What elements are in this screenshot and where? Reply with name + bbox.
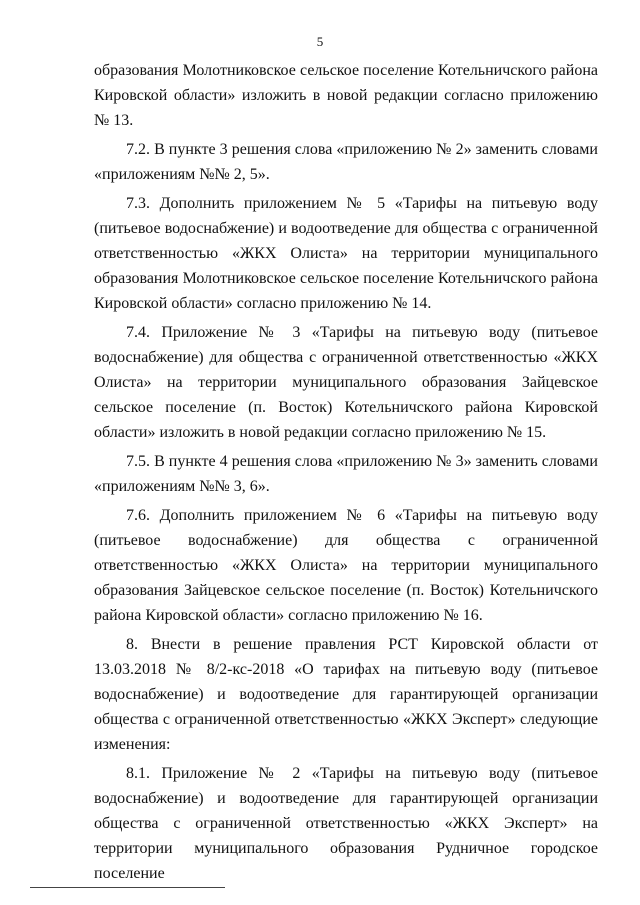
page-number: 5 — [316, 34, 324, 49]
paragraph-8-1: 8.1. Приложение № 2 «Тарифы на питьевую воду (питьевое водоснабжение) и водоотведение для гарантирующей организации общества с ограниченной ответственностью «ЖКХ Эксперт» на территории муниципального образования Рудничное городское поселение — [94, 765, 598, 882]
bottom-divider — [30, 887, 225, 888]
paragraph-7-3: 7.3. Дополнить приложением № 5 «Тарифы на питьевую воду (питьевое водоснабжение) и водоотведение для общества с ограниченной ответственностью «ЖКХ Олиста» на территории муниципального образования Молотниковское сельское поселение Котельничского района Кировской области» согласно приложению № 14. — [94, 195, 598, 312]
paragraph-8: 8. Внести в решение правления РСТ Кировской области от 13.03.2018 № 8/2-кс-2018 «О тарифах на питьевую воду (питьевое водоснабжение) и водоотведение для гарантирующей организации общества с ограниченной ответственностью «ЖКХ Эксперт» следующие изменения: — [94, 636, 598, 753]
paragraph-continuation: образования Молотниковское сельское поселение Котельничского района Кировской области» изложить в новой редакции согласно приложению № 13. — [94, 62, 598, 129]
paragraph-7-4: 7.4. Приложение № 3 «Тарифы на питьевую воду (питьевое водоснабжение) для общества с ограниченной ответственностью «ЖКХ Олиста» на территории муниципального образования Зайцевское сельское поселение (п. Восток) Котельничского района Кировской области» изложить в новой редакции согласно приложению № 15. — [94, 324, 598, 441]
paragraph-7-2: 7.2. В пункте 3 решения слова «приложению № 2» заменить словами «приложениям №№ 2, 5». — [94, 141, 598, 183]
paragraph-7-5: 7.5. В пункте 4 решения слова «приложению № 3» заменить словами «приложениям №№ 3, 6». — [94, 453, 598, 495]
document-body — [94, 58, 598, 890]
paragraph-7-6: 7.6. Дополнить приложением № 6 «Тарифы на питьевую воду (питьевое водоснабжение) для общества с ограниченной ответственностью «ЖКХ Олиста» на территории муниципального образования Зайцевское сельское поселение (п. Восток) Котельничского района Кировской области» согласно приложению № 16. — [94, 507, 598, 624]
